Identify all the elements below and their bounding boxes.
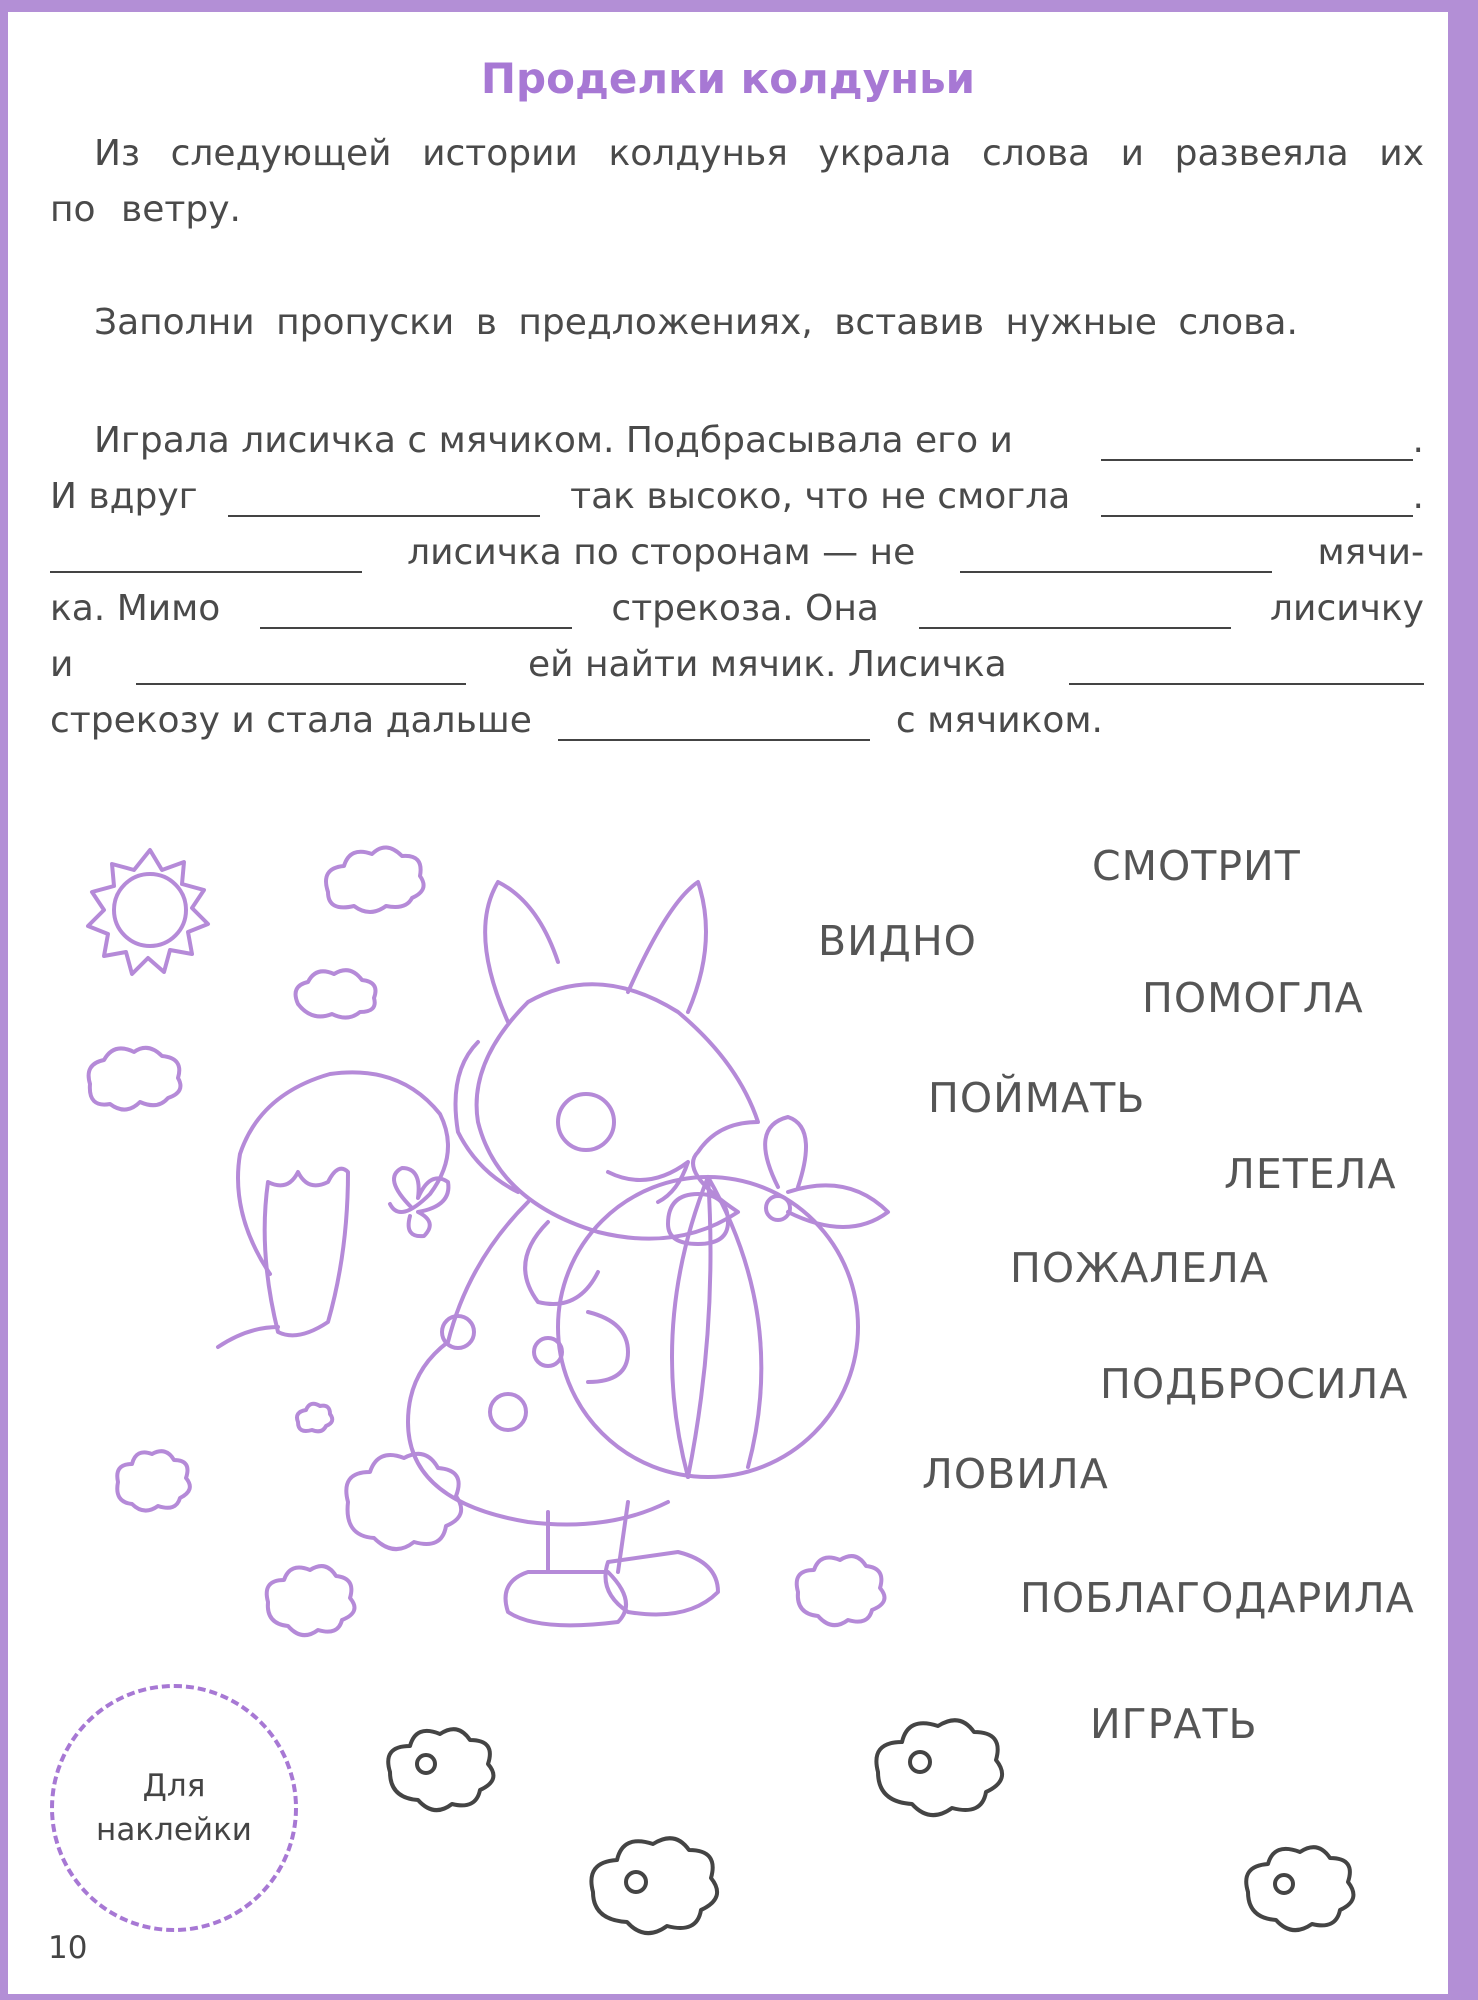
story-text-segment: . [1412,476,1424,517]
story-text-segment: лисичку [1270,588,1424,629]
cloud-icon [296,970,376,1017]
flower-icon [267,1566,355,1635]
sun-icon [88,850,208,974]
story-text-segment: с мячиком. [895,700,1103,741]
story-text-segment: ка. Мимо [50,588,221,629]
page-title: Проделки колдуньи [480,54,976,103]
cloud-icon [326,847,424,912]
page-number: 10 [48,1930,88,1966]
word-bank-item: ЛЕТЕЛА [1224,1150,1397,1198]
story-text-segment: мячи- [1317,532,1424,573]
word-bank-item: ПОБЛАГОДАРИЛА [1020,1574,1415,1622]
story-text-segment: лисичка по сторонам — не [407,532,916,573]
cloud-icon [89,1048,181,1110]
sticker-placeholder[interactable] [50,1684,298,1932]
story-text-segment: и [50,644,74,685]
word-bank-item: ПОДБРОСИЛА [1100,1360,1409,1408]
flower-icon [797,1556,885,1625]
word-bank-item: ИГРАТЬ [1090,1700,1258,1748]
story-text-segment: ей найти мячик. Лисичка [528,644,1007,685]
sticker-label-line-1: Для [142,1768,206,1804]
word-bank-item: СМОТРИТ [1092,842,1301,890]
word-bank-item: ПОЖАЛЕЛА [1010,1244,1269,1292]
word-bank-item: ПОМОГЛА [1142,974,1364,1022]
story-text-segment: И вдруг [50,476,198,517]
flower-icon [117,1451,190,1510]
instruction-text: Заполни пропуски в предложениях, вставив нужные слова. [94,302,1298,343]
story-text-segment: стрекоза. Она [611,588,879,629]
word-bank-item: ЛОВИЛА [922,1450,1109,1498]
workbook-page [8,12,1448,1994]
word-bank-item: ВИДНО [818,917,977,965]
flower-icon [388,1729,493,1810]
story-text-segment: так высоко, что не смогла [570,476,1071,517]
story-text-segment: стрекозу и стала дальше [50,700,532,741]
sticker-label-line-2: наклейки [96,1812,252,1848]
word-bank-item: ПОЙМАТЬ [928,1074,1146,1122]
flower-icon [297,1404,332,1432]
story-text-segment: . [1412,420,1424,461]
intro-text: Из следующей истории колдунья украла слова и развеяла их по ветру. [50,133,1424,230]
flower-icon [591,1838,717,1933]
flower-icon [1246,1847,1353,1930]
flower-icon [876,1720,1002,1815]
story-text-segment: Играла лисичка с мячиком. Подбрасывала его и [94,420,1013,461]
flower-icon [346,1454,461,1549]
